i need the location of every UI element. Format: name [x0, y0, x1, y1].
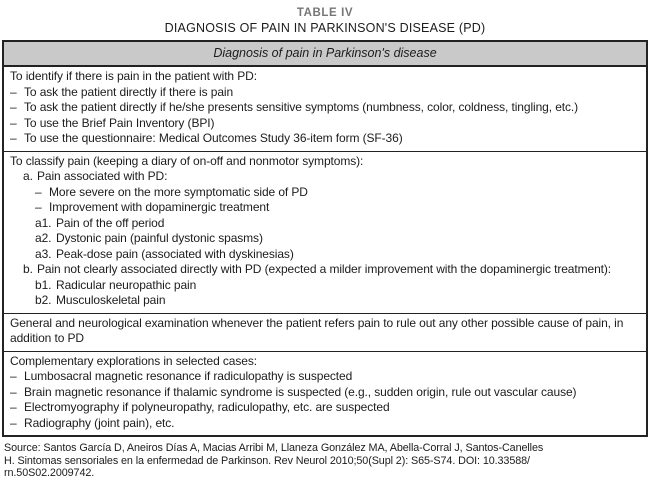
- row-text: Dystonic pain (painful dystonic spasms): [56, 231, 263, 245]
- table-caption: Diagnosis of pain in Parkinson's disease: [213, 46, 437, 60]
- diagnosis-table: [2, 40, 648, 437]
- row-text: Pain associated with PD:: [37, 169, 168, 183]
- table-section: [4, 151, 646, 313]
- row-text: Pain of the off period: [56, 215, 165, 230]
- row-marker: b.: [23, 262, 33, 276]
- table-sections: [4, 67, 646, 435]
- row-text: Lumbosacral magnetic resonance if radiculopathy is suspected: [24, 369, 353, 383]
- row-text: To use the questionnaire: Medical Outcomes Study 36-item form (SF-36): [24, 131, 403, 145]
- table-row: [10, 185, 640, 201]
- table-row: [10, 231, 640, 247]
- row-marker: –: [10, 369, 17, 383]
- table-row: [10, 262, 640, 278]
- table-row: [10, 100, 640, 116]
- row-marker: a2.: [35, 231, 52, 245]
- table-row: [10, 116, 640, 132]
- row-text: Radicular neuropathic pain: [56, 277, 197, 292]
- source-line: rn.50S02.2009742.: [4, 467, 95, 479]
- row-text: General and neurological examination whenever the patient refers pain to rule out any other possible cause of pain, in addition to PD: [10, 315, 624, 345]
- table-number-label: TABLE IV: [296, 7, 354, 19]
- row-marker: –: [10, 131, 17, 145]
- row-marker: –: [10, 384, 17, 399]
- table-row: [10, 169, 640, 185]
- row-marker: b1.: [35, 277, 52, 292]
- table-row: [10, 316, 640, 347]
- row-marker: –: [10, 84, 17, 99]
- row-text: To classify pain (keeping a diary of on-off and nonmotor symptoms):: [10, 153, 364, 168]
- table-row: [10, 200, 640, 216]
- row-marker: a1.: [35, 215, 52, 230]
- table-row: [10, 369, 640, 385]
- table-row: [10, 354, 640, 370]
- row-text: To ask the patient directly if he/she presents sensitive symptoms (numbness, color, coldness, tingling, etc.): [24, 100, 579, 114]
- table-section: [4, 313, 646, 351]
- table-row: [10, 416, 640, 432]
- row-marker: –: [10, 415, 17, 430]
- row-text: To identify if there is pain in the patient with PD:: [10, 69, 257, 83]
- table-row: [10, 278, 640, 294]
- table-heading: DIAGNOSIS OF PAIN IN PARKINSON'S DISEASE (PD): [164, 21, 486, 35]
- row-text: Complementary explorations in selected cases:: [10, 353, 257, 368]
- source-line: Source: Santos García D, Aneiros Días A, Macias Arribi M, Llaneza González MA, Abella-Corral J, Santos-Canelles: [4, 442, 544, 454]
- row-marker: –: [10, 100, 17, 114]
- table-section: [4, 67, 646, 151]
- table-row: [10, 293, 640, 309]
- table-row: [10, 69, 640, 85]
- row-text: More severe on the more symptomatic side of PD: [49, 184, 308, 199]
- table-row: [10, 85, 640, 101]
- row-marker: a3.: [35, 246, 52, 261]
- table-row: [10, 385, 640, 401]
- row-marker: a.: [23, 169, 33, 183]
- row-text: Pain not clearly associated directly with PD (expected a milder improvement with the dopaminergic treatment):: [37, 262, 612, 276]
- row-text: Brain magnetic resonance if thalamic syndrome is suspected (e.g., sudden origin, rule out vascular cause): [24, 384, 577, 399]
- table-section: [4, 351, 646, 436]
- row-text: Electromyography if polyneuropathy, radiculopathy, etc. are suspected: [24, 400, 390, 414]
- table-row: [10, 154, 640, 170]
- table-row: [10, 247, 640, 263]
- row-marker: b2.: [35, 293, 52, 307]
- row-text: To ask the patient directly if there is pain: [24, 84, 234, 99]
- row-marker: –: [35, 200, 42, 214]
- row-text: Musculoskeletal pain: [56, 293, 166, 307]
- source-line: H. Sintomas sensoriales en la enfermedad de Parkinson. Rev Neurol 2010;50(Supl 2): S65-S74. DOI: 10.33588/: [4, 454, 530, 467]
- row-marker: –: [10, 115, 17, 130]
- row-marker: –: [35, 184, 42, 199]
- table-caption-row: [4, 42, 646, 67]
- row-text: Improvement with dopaminergic treatment: [49, 200, 270, 214]
- title-block: [0, 0, 650, 36]
- table-row: [10, 216, 640, 232]
- table-row: [10, 131, 640, 147]
- row-text: Peak-dose pain (associated with dyskinesias): [56, 246, 294, 261]
- row-text: Radiography (joint pain), etc.: [24, 415, 175, 430]
- row-text: To use the Brief Pain Inventory (BPI): [24, 115, 215, 130]
- source-citation: [4, 442, 646, 480]
- table-row: [10, 400, 640, 416]
- row-marker: –: [10, 400, 17, 414]
